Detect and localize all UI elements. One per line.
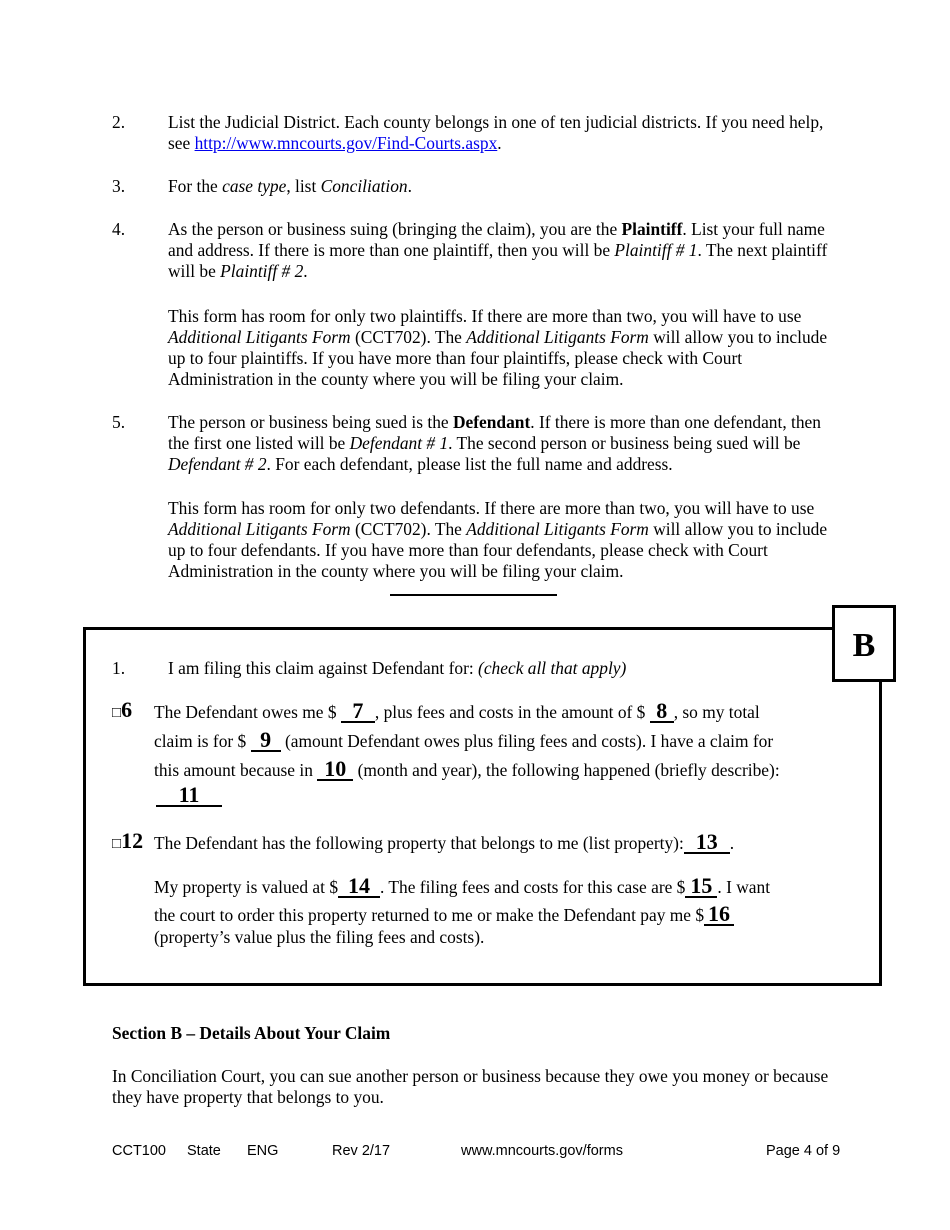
field-7[interactable]: 7 (341, 701, 375, 723)
owes-line-2: claim is for $ 9 (amount Defendant owes plus filing fees and costs). I have a claim for (154, 727, 774, 752)
question-1: 1. I am filing this claim against Defendant for: (check all that apply) (112, 658, 627, 678)
property-line-1: The Defendant has the following property that belongs to me (list property): 13 . (154, 829, 735, 854)
find-courts-link[interactable]: http://www.mncourts.gov/Find-Courts.aspx (194, 133, 498, 153)
field-16[interactable]: 16 (704, 904, 734, 926)
item-paragraph: This form has room for only two defendants. If there are more than two, you will have to use Additional Litigants Form (CCT702). The Additional Litigants Form will allow you to include up to four defendants. If you have more than four defendants, please check with Court Administration in the county where you will be filing your claim. (168, 498, 828, 581)
item-text: For the case type, list Conciliation. (168, 176, 412, 196)
owes-money-checkbox[interactable]: □6 (112, 697, 133, 722)
section-divider (390, 594, 557, 596)
footer-scope: State (187, 1143, 221, 1159)
item-number: 4. (112, 219, 126, 239)
property-line-4: (property’s value plus the filing fees and costs). (154, 927, 485, 947)
footer-rev: Rev 2/17 (332, 1143, 391, 1159)
field-9[interactable]: 9 (251, 730, 281, 752)
field-10[interactable]: 10 (317, 759, 353, 781)
section-b-body: In Conciliation Court, you can sue another person or business because they owe you money or because they have property that belongs to you. (112, 1066, 829, 1107)
item-text: List the Judicial District. Each county belongs in one of ten judicial districts. If you need help, see http://www.mncourts.gov/Find-Courts.aspx. (168, 112, 824, 153)
item-text: The person or business being sued is the Defendant. If there is more than one defendant, then the first one listed will be Defendant # 1. The second person or business being sued will be Defendant # 2. For each defendant, please list the full name and address. (168, 412, 821, 474)
section-tab-b: B (832, 605, 896, 682)
owes-line-4 (156, 782, 222, 807)
field-15[interactable]: 15 (685, 876, 717, 898)
checkbox-icon: □ (112, 705, 122, 721)
item-text: As the person or business suing (bringing the claim), you are the Plaintiff. List your full name and address. If there is more than one plaintiff, then you will be Plaintiff # 1. The next plaintiff will be Plaintiff # 2. (168, 219, 828, 281)
field-8[interactable]: 8 (650, 701, 674, 723)
item-number: 3. (112, 176, 126, 196)
checkbox-icon: □ (112, 836, 122, 852)
item-number: 5. (112, 412, 126, 432)
section-b-heading: Section B – Details About Your Claim (112, 1023, 391, 1043)
item-number: 2. (112, 112, 126, 132)
item-paragraph: This form has room for only two plaintiffs. If there are more than two, you will have to use Additional Litigants Form (CCT702). The Additional Litigants Form will allow you to include up to four plaintiffs. If you have more than four plaintiffs, please check with Court Administration in the county where you will be filing your claim. (168, 306, 828, 389)
footer-lang: ENG (247, 1143, 279, 1159)
footer-site: www.mncourts.gov/forms (461, 1143, 623, 1159)
footer-form-id: CCT100 (112, 1143, 166, 1159)
field-14[interactable]: 14 (338, 876, 380, 898)
property-line-3: the court to order this property returned to me or make the Defendant pay me $ 16 (154, 904, 734, 926)
claim-form-box (83, 627, 882, 986)
property-line-2: My property is valued at $ 14 . The filing fees and costs for this case are $ 15 . I want (154, 873, 771, 898)
owes-line-3: this amount because in 10 (month and year), the following happened (briefly describe): (154, 756, 780, 781)
property-checkbox[interactable]: □12 (112, 828, 144, 853)
field-13[interactable]: 13 (684, 832, 730, 854)
footer-page: Page 4 of 9 (766, 1143, 841, 1159)
field-11[interactable]: 11 (156, 785, 222, 807)
owes-line-1: The Defendant owes me $ 7 , plus fees and costs in the amount of $ 8 , so my total (154, 698, 760, 723)
